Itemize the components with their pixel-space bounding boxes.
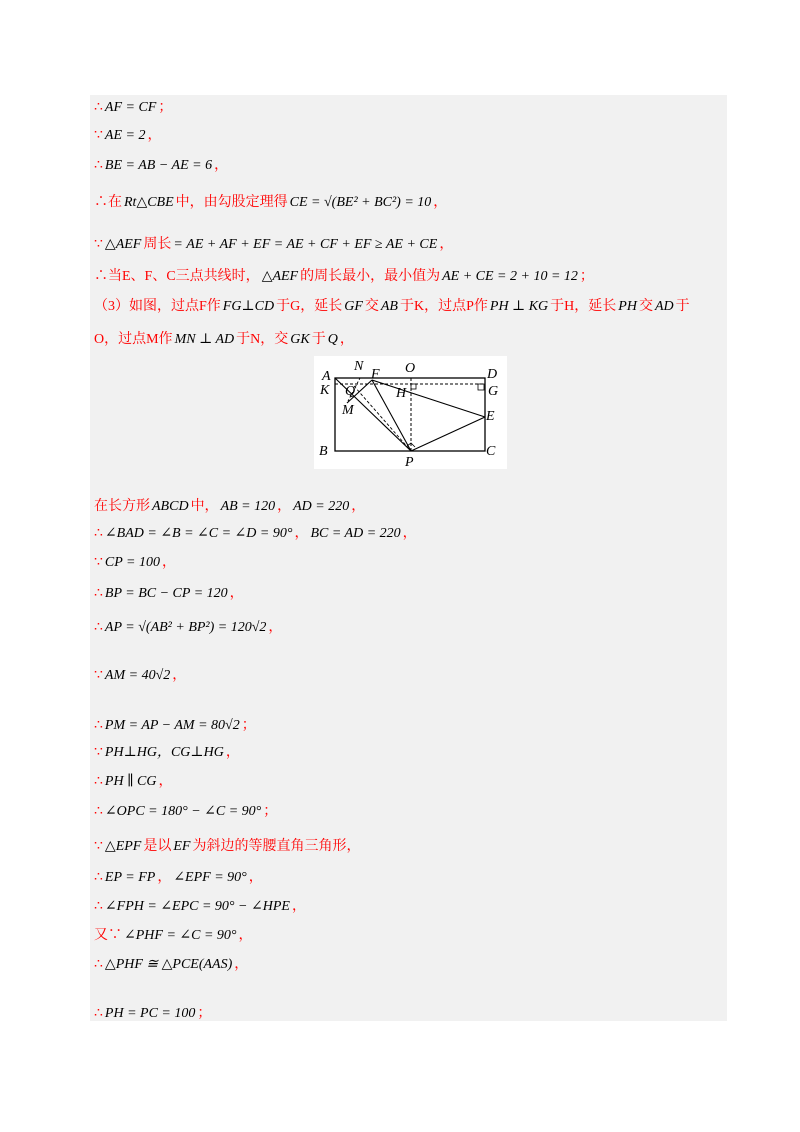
math-expression: Rt△CBE (124, 195, 174, 210)
math-expression: AM = 40√2 (104, 668, 171, 683)
math-expression: AP = √(AB² + BP²) = 120√2 (104, 620, 267, 635)
math-expression: AB = 120 (220, 499, 276, 514)
text-fragment: ， (157, 870, 172, 885)
solution-line (94, 584, 244, 604)
logic-symbol: ∴ (94, 620, 103, 635)
text-fragment: 在 (108, 195, 122, 210)
logic-symbol: ∴ (94, 526, 103, 541)
text-fragment: 中，由勾股定理得 (175, 195, 288, 210)
logic-symbol: ∵ (94, 668, 103, 683)
text-fragment: ， (214, 158, 229, 173)
math-expression: PM = AP − AM = 80√2 (104, 718, 240, 733)
solution-line (94, 926, 253, 946)
right-angle-h (411, 384, 416, 389)
right-angle-g (478, 384, 484, 390)
math-expression: EP = FP (104, 870, 156, 885)
math-expression: PH ∥ CG (104, 774, 157, 789)
text-fragment: 的周长最小，最小值为 (300, 269, 441, 284)
label-p: P (405, 455, 414, 469)
logic-symbol: ∵ (94, 745, 103, 760)
text-fragment: 交 (364, 299, 379, 314)
math-expression: PH = PC = 100 (104, 1006, 196, 1021)
solution-line (94, 126, 161, 146)
text-fragment: ， (172, 668, 187, 683)
solution-line (94, 868, 263, 888)
math-expression: ∠FPH = ∠EPC = 90° − ∠HPE (104, 899, 290, 914)
logic-symbol: ∴ (94, 100, 103, 115)
logic-symbol: ∴ (94, 586, 103, 601)
rect-abcd (335, 378, 485, 451)
solution-line (94, 618, 282, 638)
math-expression: ∠PHF = ∠C = 90° (124, 928, 237, 943)
text-fragment: ； (158, 100, 173, 115)
text-fragment: ， (351, 499, 366, 514)
math-expression: PH⊥HG，CG⊥HG (104, 745, 224, 760)
label-a: A (322, 369, 331, 384)
math-expression: ∠BAD = ∠B = ∠C = ∠D = 90° (104, 526, 293, 541)
text-fragment: ， (277, 499, 292, 514)
logic-symbol: ∵ (94, 128, 103, 143)
text-fragment: ， (238, 928, 253, 943)
solution-line (94, 193, 447, 213)
solution-line (94, 297, 690, 317)
text-fragment: 中， (190, 499, 219, 514)
solution-line (94, 955, 248, 975)
logic-symbol: ∴ (94, 158, 103, 173)
text-fragment: O，过点M作 (94, 332, 173, 347)
solution-line (94, 897, 306, 917)
math-expression: AD = 220 (293, 499, 350, 514)
logic-symbol: ∴ (94, 195, 108, 210)
text-fragment: ， (162, 555, 177, 570)
solution-line (94, 716, 256, 736)
text-fragment: ， (439, 237, 454, 252)
logic-symbol: ∴ (94, 718, 103, 733)
math-expression: ∠EPF = 90° (173, 870, 247, 885)
text-fragment: 于 (675, 299, 690, 314)
text-fragment: 于N，交 (236, 332, 289, 347)
text-fragment: 是以 (143, 839, 172, 854)
solution-line (94, 98, 172, 118)
text-fragment: ； (241, 718, 256, 733)
math-expression: △EPF (104, 839, 142, 854)
text-fragment: 周长 (143, 237, 172, 252)
solution-line (94, 666, 186, 686)
solution-line (94, 235, 453, 255)
math-expression: BC = AD = 220 (310, 526, 401, 541)
math-expression: AE + CE = 2 + 10 = 12 (442, 269, 578, 284)
text-fragment: ； (263, 804, 278, 819)
text-fragment: 为斜边的等腰直角三角形， (192, 839, 361, 854)
math-expression: ABCD (152, 499, 189, 514)
solution-line (94, 837, 360, 857)
logic-symbol: ∵ (94, 555, 103, 570)
math-expression: MN ⊥ AD (174, 332, 235, 347)
label-m: M (342, 403, 354, 418)
math-expression: = AE + AF + EF = AE + CF + EF ≥ AE + CE (173, 237, 438, 252)
logic-symbol: ∴ (94, 774, 103, 789)
text-fragment: ， (225, 745, 240, 760)
solution-line (94, 553, 176, 573)
math-expression: PH ⊥ KG (489, 299, 549, 314)
label-f: F (371, 367, 380, 382)
math-expression: △AEF (104, 237, 142, 252)
text-fragment: ， (158, 774, 173, 789)
math-expression: AD (654, 299, 674, 314)
text-fragment: ， (234, 957, 249, 972)
text-fragment: ， (268, 620, 283, 635)
logic-symbol: ∴ (94, 804, 103, 819)
text-fragment: （3）如图，过点F作 (94, 299, 221, 314)
math-expression: △AEF (261, 269, 299, 284)
solution-line (94, 267, 594, 287)
solution-line (94, 772, 173, 792)
logic-symbol: ∴ (94, 899, 103, 914)
math-expression: AF = CF (104, 100, 157, 115)
text-fragment: 于H，延长 (550, 299, 617, 314)
text-fragment: 当E、F、C三点共线时， (108, 269, 260, 284)
label-o: O (405, 361, 416, 376)
solution-line (94, 156, 228, 176)
math-expression: BE = AB − AE = 6 (104, 158, 213, 173)
text-fragment: 交 (638, 299, 653, 314)
label-h: H (396, 386, 407, 401)
math-expression: AE = 2 (104, 128, 146, 143)
label-e: E (486, 409, 495, 424)
label-n: N (354, 359, 364, 374)
text-fragment: 于G，延长 (276, 299, 343, 314)
text-fragment: ， (402, 526, 417, 541)
text-fragment: ， (248, 870, 263, 885)
text-fragment: ， (339, 332, 354, 347)
math-expression: AB (380, 299, 398, 314)
geometry-figure (314, 356, 507, 469)
math-expression: BP = BC − CP = 120 (104, 586, 228, 601)
math-expression: △PHF ≅ △PCE(AAS) (104, 957, 233, 972)
text-fragment: ， (147, 128, 162, 143)
math-expression: GK (290, 332, 310, 347)
solution-line (94, 802, 277, 822)
math-expression: Q (327, 332, 338, 347)
logic-symbol: 又∵ (94, 928, 122, 943)
logic-symbol: ∴ (94, 870, 103, 885)
math-expression: CE = √(BE² + BC²) = 10 (289, 195, 432, 210)
math-expression: ∠OPC = 180° − ∠C = 90° (104, 804, 262, 819)
label-b: B (319, 444, 328, 459)
math-expression: PH (618, 299, 637, 314)
solution-line (94, 524, 417, 544)
label-c: C (486, 444, 496, 459)
solution-line (94, 743, 240, 763)
text-fragment: ； (197, 1006, 212, 1021)
logic-symbol: ∴ (94, 1006, 103, 1021)
solution-line (94, 497, 365, 517)
label-q: Q (345, 384, 356, 399)
logic-symbol: ∴ (94, 269, 108, 284)
label-g: G (488, 384, 499, 399)
label-k: K (320, 383, 330, 398)
text-fragment: 于K，过点P作 (399, 299, 488, 314)
line-pe (411, 417, 485, 451)
text-fragment: ， (294, 526, 309, 541)
text-fragment: ， (291, 899, 306, 914)
text-fragment: 于 (311, 332, 326, 347)
text-fragment: 在长方形 (94, 499, 150, 514)
logic-symbol: ∵ (94, 237, 103, 252)
text-fragment: ， (229, 586, 244, 601)
rectangle-diagram (314, 356, 507, 469)
solution-line (94, 1004, 211, 1024)
text-fragment: ， (433, 195, 448, 210)
solution-line (94, 330, 354, 350)
math-expression: FG⊥CD (222, 299, 275, 314)
math-expression: CP = 100 (104, 555, 161, 570)
text-fragment: ； (579, 269, 594, 284)
logic-symbol: ∵ (94, 839, 103, 854)
math-expression: EF (173, 839, 191, 854)
math-expression: GF (344, 299, 363, 314)
label-d: D (487, 367, 498, 382)
logic-symbol: ∴ (94, 957, 103, 972)
